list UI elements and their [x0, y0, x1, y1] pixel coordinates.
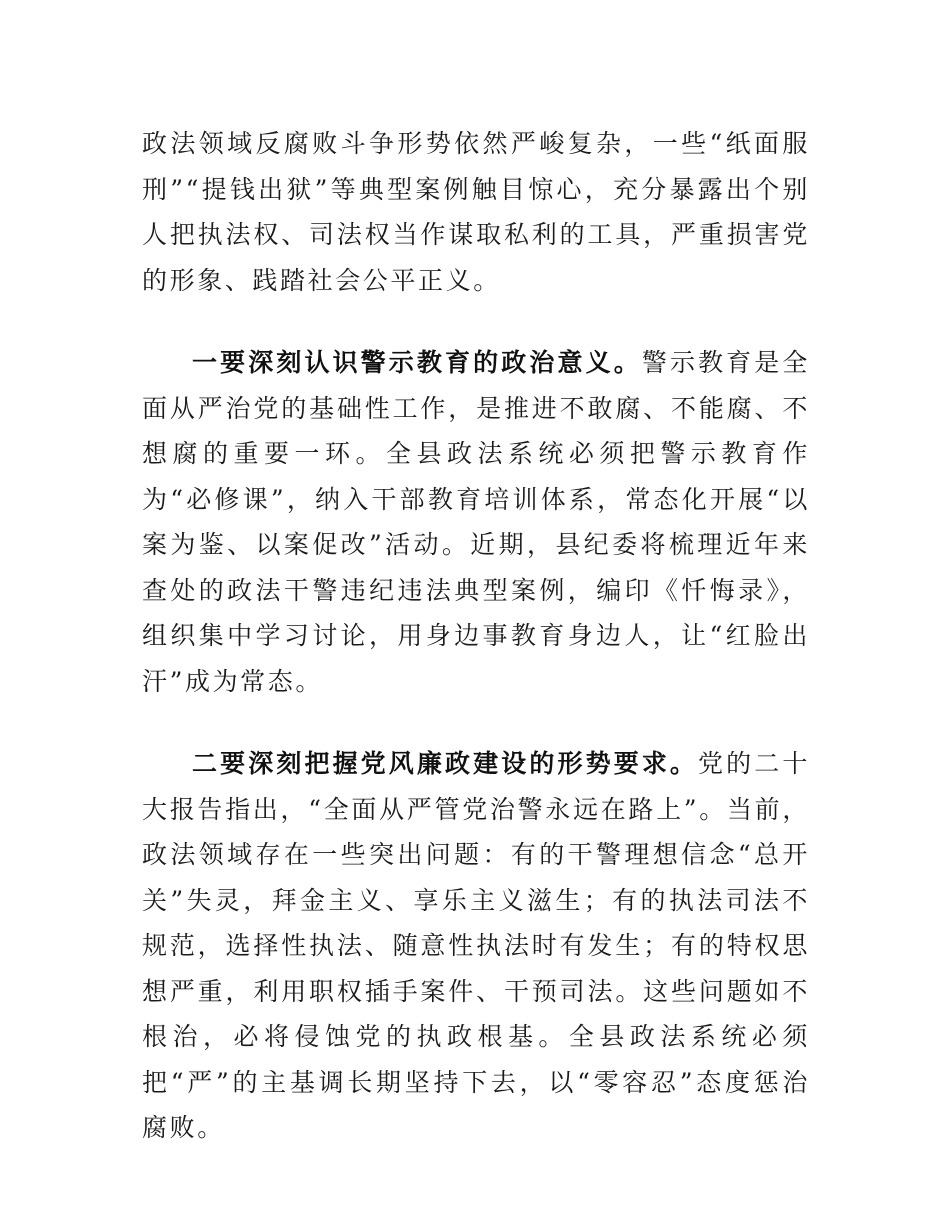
- paragraph-lead-heading: 一要深刻认识警示教育的政治意义。: [192, 348, 642, 377]
- paragraph-text: 政法领域反腐败斗争形势依然严峻复杂，一些“纸面服刑”“提钱出狱”等典型案例触目惊心，充分暴露出个别人把执法权、司法权当作谋取私利的工具，严重损害党的形象、践踏社会公平正义。: [142, 129, 810, 295]
- paragraph-point-one: [142, 340, 810, 704]
- paragraph-lead-heading: 二要深刻把握党风廉政建设的形势要求。: [192, 749, 699, 778]
- paragraph-point-two: [142, 741, 810, 1151]
- document-body: [142, 121, 810, 1188]
- paragraph-text: 警示教育是全面从严治党的基础性工作，是推进不敢腐、不能腐、不想腐的重要一环。全县政法系统必须把警示教育作为“必修课”，纳入干部教育培训体系，常态化开展“以案为鉴、以案促改”活动。近期，县纪委将梳理近年来查处的政法干警违纪违法典型案例，编印《忏悔录》，组织集中学习讨论，用身边事教育身边人，让“红脸出汗”成为常态。: [142, 348, 810, 696]
- paragraph-text: 党的二十大报告指出，“全面从严管党治警永远在路上”。当前，政法领域存在一些突出问题：有的干警理想信念“总开关”失灵，拜金主义、享乐主义滋生；有的执法司法不规范，选择性执法、随意性执法时有发生；有的特权思想严重，利用职权插手案件、干预司法。这些问题如不根治，必将侵蚀党的执政根基。全县政法系统必须把“严”的主基调长期坚持下去，以“零容忍”态度惩治腐败。: [142, 749, 810, 1142]
- paragraph-intro: [142, 121, 810, 303]
